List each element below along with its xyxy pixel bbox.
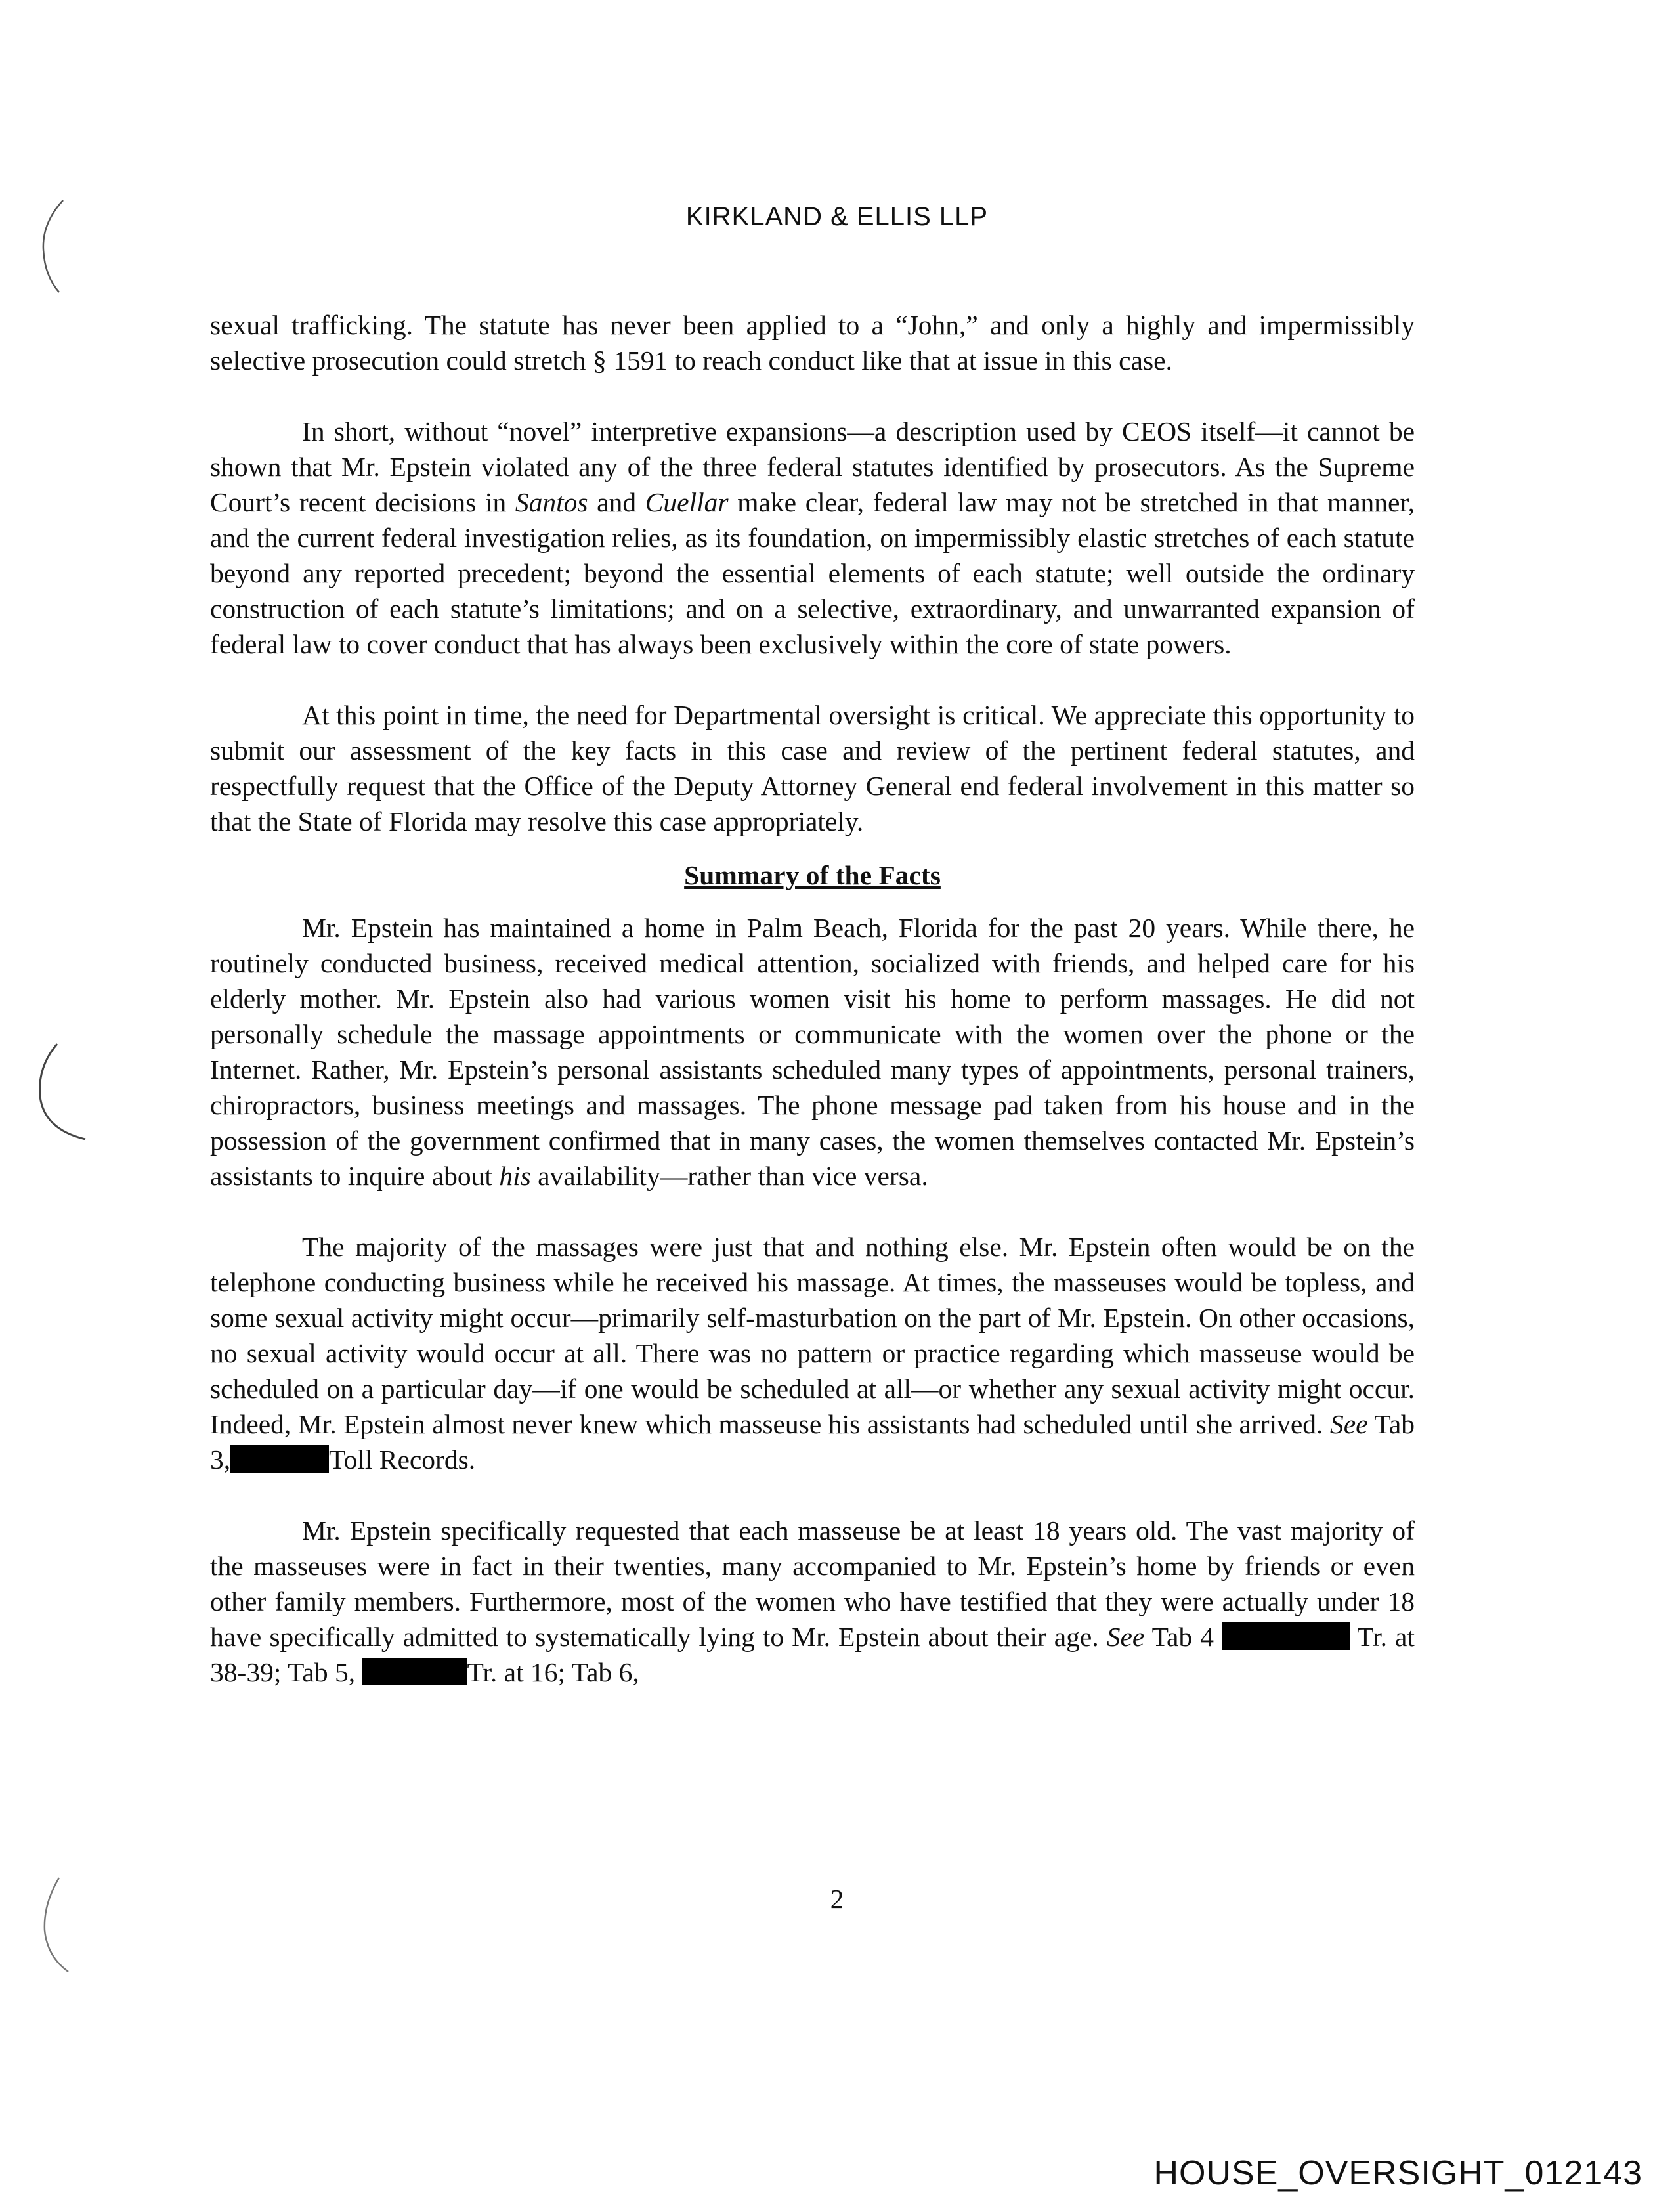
redaction-box xyxy=(1222,1622,1350,1650)
letterhead: KIRKLAND & ELLIS LLP xyxy=(685,202,989,231)
redaction-box xyxy=(230,1445,329,1473)
paragraph-2: In short, without “novel” interpretive expansions—a description used by CEOS itself—it cannot be shown that Mr. Epstein violated any of the three federal statutes identified by prosecutors. As the Supreme Court’s recent decisions in Santos and Cuellar make clear, federal law may not be stretched in that manner, and the current federal investigation relies, as its foundation, on impermissibly elastic stretches of each statute beyond any reported precedent; beyond the essential elements of each statute; well outside the ordinary construction of each statute’s limitations; and on a selective, extraordinary, and unwarranted expansion of federal law to cover conduct that has always been exclusively within the core of state powers. xyxy=(210,416,1415,659)
bates-stamp: HOUSE_OVERSIGHT_012143 xyxy=(1153,2154,1642,2192)
punch-hole-mark-middle xyxy=(36,1041,89,1142)
document-body xyxy=(210,307,1415,1690)
paragraph-4: Mr. Epstein has maintained a home in Palm Beach, Florida for the past 20 years. While there, he routinely conducted business, received medical attention, socialized with friends, and helped care for his elderly mother. Mr. Epstein also had various women visit his home to perform massages. He did not personally schedule the massage appointments or communicate with the women over the phone or the Internet. Rather, Mr. Epstein’s personal assistants scheduled many types of appointments, personal trainers, chiropractors, business meetings and massages. The phone message pad taken from his house and in the possession of the government confirmed that in many cases, the women themselves contacted Mr. Epstein’s assistants to inquire about his availability—rather than vice versa. xyxy=(210,913,1415,1191)
page-number: 2 xyxy=(830,1884,844,1914)
paragraph-6: Mr. Epstein specifically requested that each masseuse be at least 18 years old. The vast majority of the masseuses were in fact in their twenties, many accompanied to Mr. Epstein’s home by friends or even other family members. Furthermore, most of the women who have testified that they were actually under 18 have specifically admitted to systematically lying to Mr. Epstein about their age. See Tab 4 Tr. at 38-39; Tab 5, Tr. at 16; Tab 6, xyxy=(210,1515,1415,1687)
section-heading: Summary of the Facts xyxy=(684,860,941,890)
paragraph-5: The majority of the massages were just that and nothing else. Mr. Epstein often would be on the telephone conducting business while he received his massage. At times, the masseuses would be topless, and some sexual activity might occur—primarily self-masturbation on the part of Mr. Epstein. On other occasions, no sexual activity would occur at all. There was no pattern or practice regarding which masseuse would be scheduled on a particular day—if one would be scheduled at all—or whether any sexual activity might occur. Indeed, Mr. Epstein almost never knew which masseuse his assistants had scheduled until she arrived. See Tab 3, Toll Records. xyxy=(210,1232,1415,1475)
redaction-box xyxy=(362,1658,467,1685)
paragraph-3: At this point in time, the need for Departmental oversight is critical. We appreciate this opportunity to submit our assessment of the key facts in this case and review of the pertinent federal statutes, and respectfully request that the Office of the Deputy Attorney General end federal involvement in this matter so that the State of Florida may resolve this case appropriately. xyxy=(210,700,1415,836)
paragraph-1: sexual trafficking. The statute has never been applied to a “John,” and only a highly and impermissibly selective prosecution could stretch § 1591 to reach conduct like that at issue in this case. xyxy=(210,310,1415,376)
